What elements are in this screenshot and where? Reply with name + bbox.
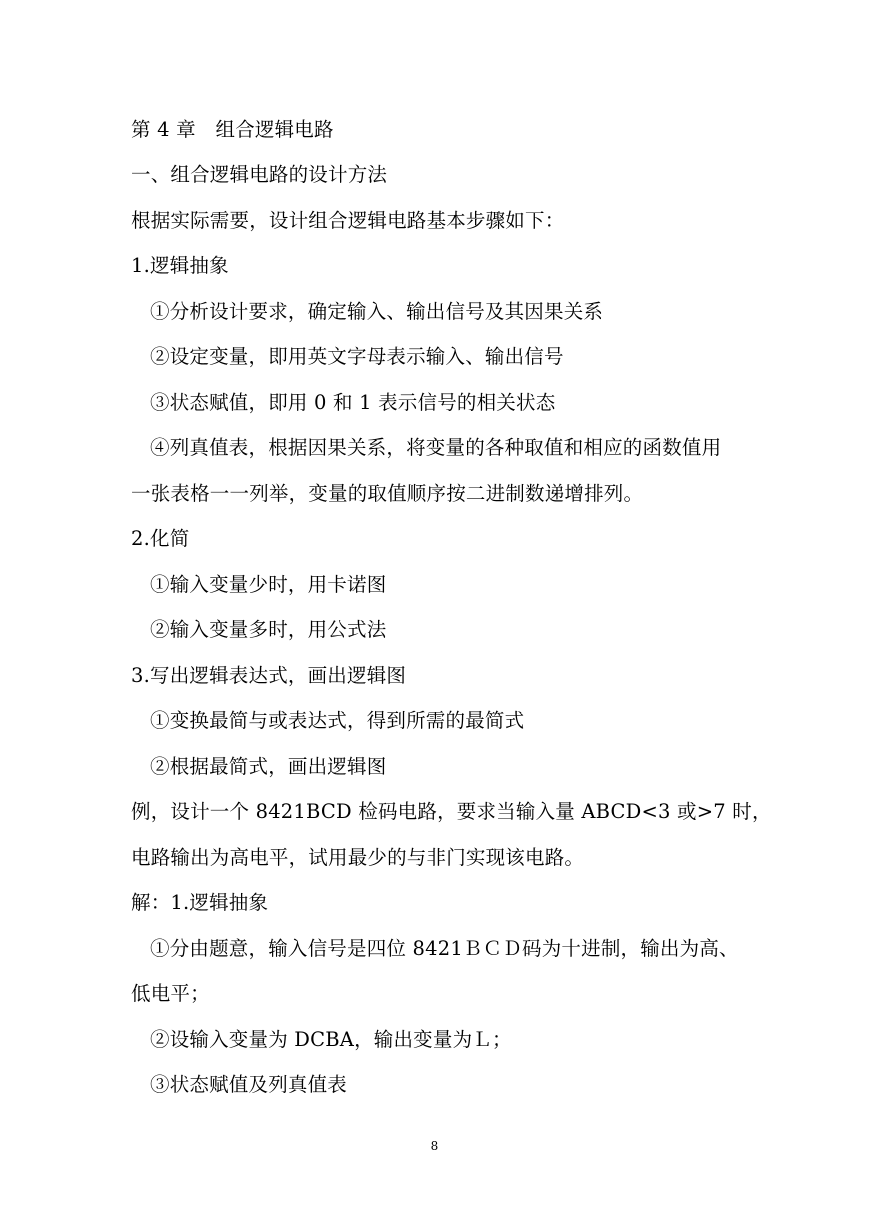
list-item: ③状态赋值及列真值表 xyxy=(150,1073,348,1096)
list-item: ①分析设计要求，确定输入、输出信号及其因果关系 xyxy=(150,300,604,323)
list-item: ②输入变量多时，用公式法 xyxy=(150,618,387,641)
section-heading: 一、组合逻辑电路的设计方法 xyxy=(131,163,388,186)
step-heading: 1.逻辑抽象 xyxy=(131,254,229,277)
list-item: ①变换最简与或表达式，得到所需的最简式 xyxy=(150,709,525,732)
list-item: ③状态赋值，即用 0 和 1 表示信号的相关状态 xyxy=(150,391,556,414)
paragraph-line: 电路输出为高电平，试用最少的与非门实现该电路。 xyxy=(131,846,585,869)
chapter-title: 第 4 章 组合逻辑电路 xyxy=(131,118,334,141)
example-line: 例，设计一个 8421BCD 检码电路，要求当输入量 ABCD<3 或>7 时， xyxy=(131,800,772,823)
paragraph-line: 低电平； xyxy=(131,982,210,1005)
solution-heading: 解：1.逻辑抽象 xyxy=(131,891,269,914)
step-heading: 3.写出逻辑表达式，画出逻辑图 xyxy=(131,664,407,687)
step-heading: 2.化简 xyxy=(131,527,190,550)
list-item: ④列真值表，根据因果关系，将变量的各种取值和相应的函数值用 xyxy=(150,436,722,459)
paragraph-line: 根据实际需要，设计组合逻辑电路基本步骤如下： xyxy=(131,209,565,232)
list-item: ②设输入变量为 DCBA，输出变量为Ｌ； xyxy=(150,1028,512,1051)
paragraph-line: 一张表格一一列举，变量的取值顺序按二进制数递增排列。 xyxy=(131,482,644,505)
list-item: ②根据最简式，画出逻辑图 xyxy=(150,755,387,778)
page-number: 8 xyxy=(430,1139,439,1153)
list-item: ①分由题意，输入信号是四位 8421ＢＣＤ码为十进制，输出为高、 xyxy=(150,937,739,960)
list-item: ①输入变量少时，用卡诺图 xyxy=(150,573,387,596)
list-item: ②设定变量，即用英文字母表示输入、输出信号 xyxy=(150,345,564,368)
